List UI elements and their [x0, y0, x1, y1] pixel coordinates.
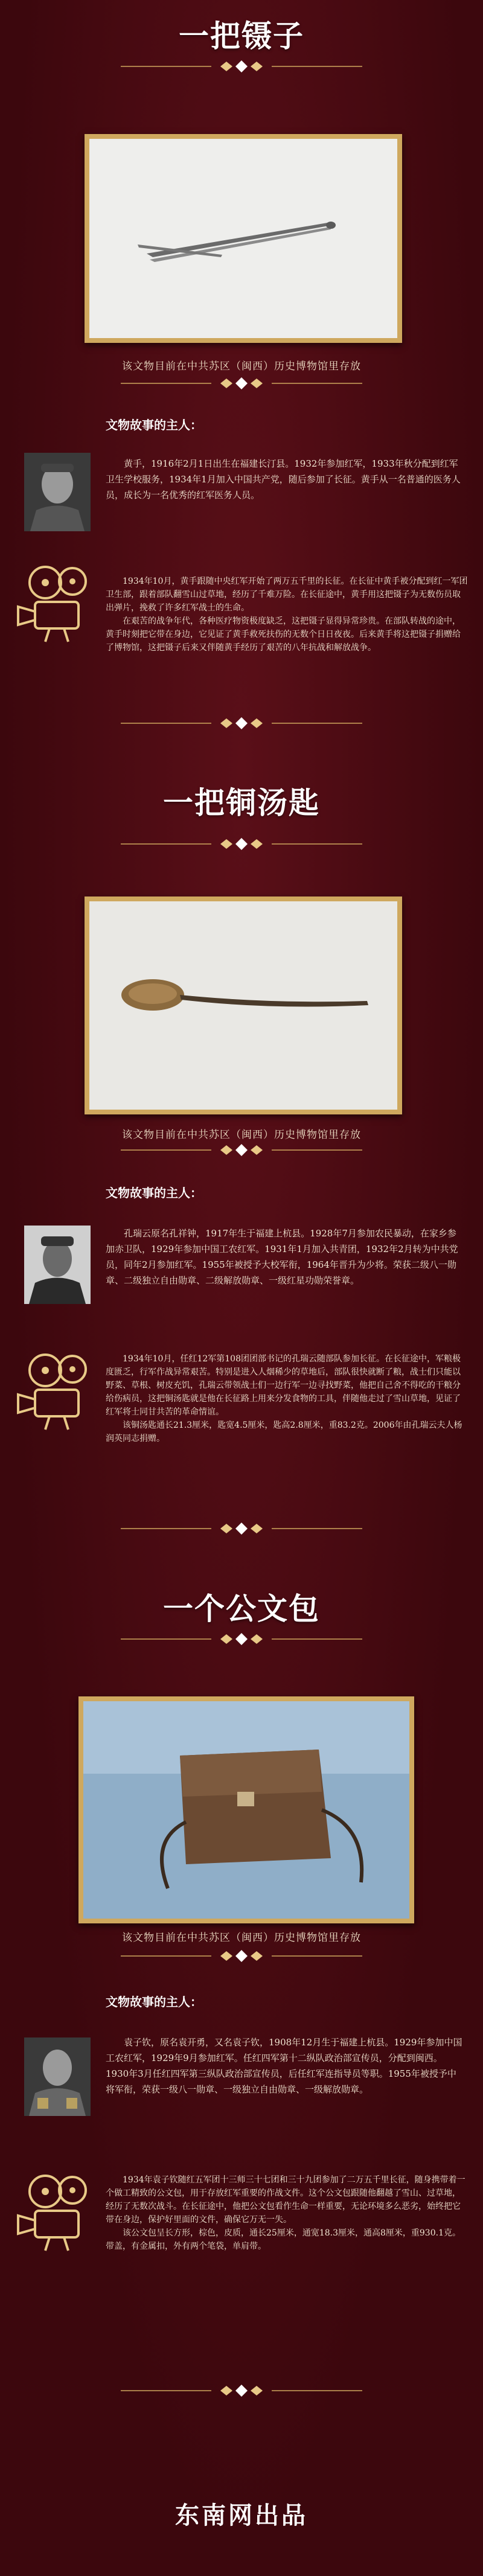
- artifact-photo-spoon: [85, 896, 402, 1114]
- divider-ornament: [121, 717, 362, 729]
- divider-ornament: [121, 377, 362, 389]
- story-text: [106, 1352, 468, 1445]
- divider-ornament: [121, 1950, 362, 1962]
- owner-bio: 黄手，1916年2月1日出生在福建长汀县。1932年参加红军，1933年秋分配到红军卫生学校服务，1934年1月加入中国共产党，随后参加了长征。黄手从一名普通的医务人员，成长为一名优秀的红军医务人员。: [106, 458, 461, 500]
- artifact-photo-tweezers: [85, 134, 402, 343]
- story-text: [106, 575, 468, 654]
- story-paragraph: 在艰苦的战争年代，各种医疗物资极度缺乏，这把镊子显得异常珍贵。在部队转战的途中，黄手时刻把它带在身边，它见证了黄手救死扶伤的无数个日日夜夜。后来黄手将这把镊子捐赠给了博物馆，这把镊子后来又伴随黄手经历了艰苦的八年抗战和解放战争。: [106, 616, 461, 653]
- owner-bio: 孔瑞云原名孔祥钟，1917年生于福建上杭县。1928年7月参加农民暴动，在家乡参加赤卫队，1929年参加中国工农红军。1931年1月加入共青团，1932年2月转为中共党员，同年2月参加红军。1955年被授予大校军衔，1964年晋升为少将。荣获二级八一勋章、二级独立自由勋章、二级解放勋章、一级红星功勋荣誉章。: [106, 1228, 458, 1286]
- footer-credit: 东南网出品: [175, 2502, 308, 2530]
- photo-caption: 该文物目前在中共苏区（闽西）历史博物馆里存放: [122, 360, 361, 372]
- divider-ornament: [121, 1144, 362, 1156]
- film-camera-icon: [12, 564, 97, 643]
- portrait-photo: [24, 2037, 91, 2116]
- story-heading: 文物故事的主人：: [106, 1995, 202, 2009]
- divider-ornament: [121, 1523, 362, 1535]
- film-camera-icon: [12, 1352, 97, 1431]
- divider-ornament: [121, 60, 362, 72]
- photo-caption: 该文物目前在中共苏区（闽西）历史博物馆里存放: [122, 1932, 361, 1944]
- story-paragraph: 该公文包呈长方形，棕色，皮质，通长25厘米，通宽18.3厘米，通高8厘米，重930.1克。带盖，有金属扣，外有两个笔袋，单肩带。: [106, 2228, 461, 2251]
- section-title: 一把铜汤匙: [163, 785, 320, 820]
- portrait-photo: [24, 1226, 91, 1304]
- section-title: 一个公文包: [163, 1591, 320, 1626]
- story-paragraph: 1934年10月，黄手跟随中央红军开始了两万五千里的长征。在长征中黄手被分配到红一军团卫生部，跟着部队翻雪山过草地，经历了千难万险。在长征途中，黄手用这把镊子为无数伤员取出弹片，挽救了许多红军战士的生命。: [106, 577, 468, 613]
- photo-caption: 该文物目前在中共苏区（闽西）历史博物馆里存放: [122, 1129, 361, 1141]
- divider-ornament: [121, 1633, 362, 1645]
- story-text: [106, 2173, 468, 2253]
- story-paragraph: 1934年10月，任红12军第108团团部书记的孔瑞云随部队参加长征。在长征途中，军粮极度匮乏，行军作战异常艰苦。特别是进入人烟稀少的草地后，部队很快就断了粮，战士们只能以野菜、草根、树皮充饥，孔瑞云带领战士们一边行军一边寻找野菜，他把自己舍不得吃的干粮分给伤病员，这把铜汤匙就是他在长征路上用来分发食物的工具，伴随他走过了雪山草地，见证了红军将士同甘共苦的革命情谊。: [106, 1354, 461, 1417]
- divider-ornament: [121, 2385, 362, 2397]
- story-heading: 文物故事的主人：: [106, 418, 202, 432]
- divider-ornament: [121, 838, 362, 850]
- section-title: 一把镊子: [179, 19, 304, 54]
- artifact-photo-briefcase: [78, 1696, 414, 1923]
- story-paragraph: 1934年袁子钦随红五军团十三师三十七团和三十九团参加了二万五千里长征，随身携带着一个做工精致的公文包，用于存放红军重要的作战文件。这个公文包跟随他翻越了雪山、过草地，经历了无数次战斗。在长征途中，他把公文包看作生命一样重要，无论环境多么恶劣，始终把它带在身边，保护好里面的文件，确保它万无一失。: [106, 2175, 465, 2225]
- portrait-photo: [24, 453, 91, 531]
- tweezers-image: [89, 139, 397, 338]
- story-heading: 文物故事的主人：: [106, 1186, 202, 1200]
- briefcase-image: [83, 1701, 409, 1919]
- film-camera-icon: [12, 2173, 97, 2252]
- story-paragraph: 该铜汤匙通长21.3厘米，匙宽4.5厘米，匙高2.8厘米，重83.2克。2006年由孔瑞云夫人杨润英同志捐赠。: [106, 1421, 462, 1443]
- spoon-image: [89, 901, 397, 1110]
- owner-bio: 袁子钦，原名袁开勇，又名袁子钦，1908年12月生于福建上杭县。1929年参加中国工农红军，1929年9月参加红军。任红四军第十二纵队政治部宣传员，分配到闽西。1930年3月任红四军第三纵队政治部宣传员，后任红军连指导员等职。1955年被授予中将军衔，荣获一级八一勋章、一级独立自由勋章、一级解放勋章。: [106, 2037, 462, 2095]
